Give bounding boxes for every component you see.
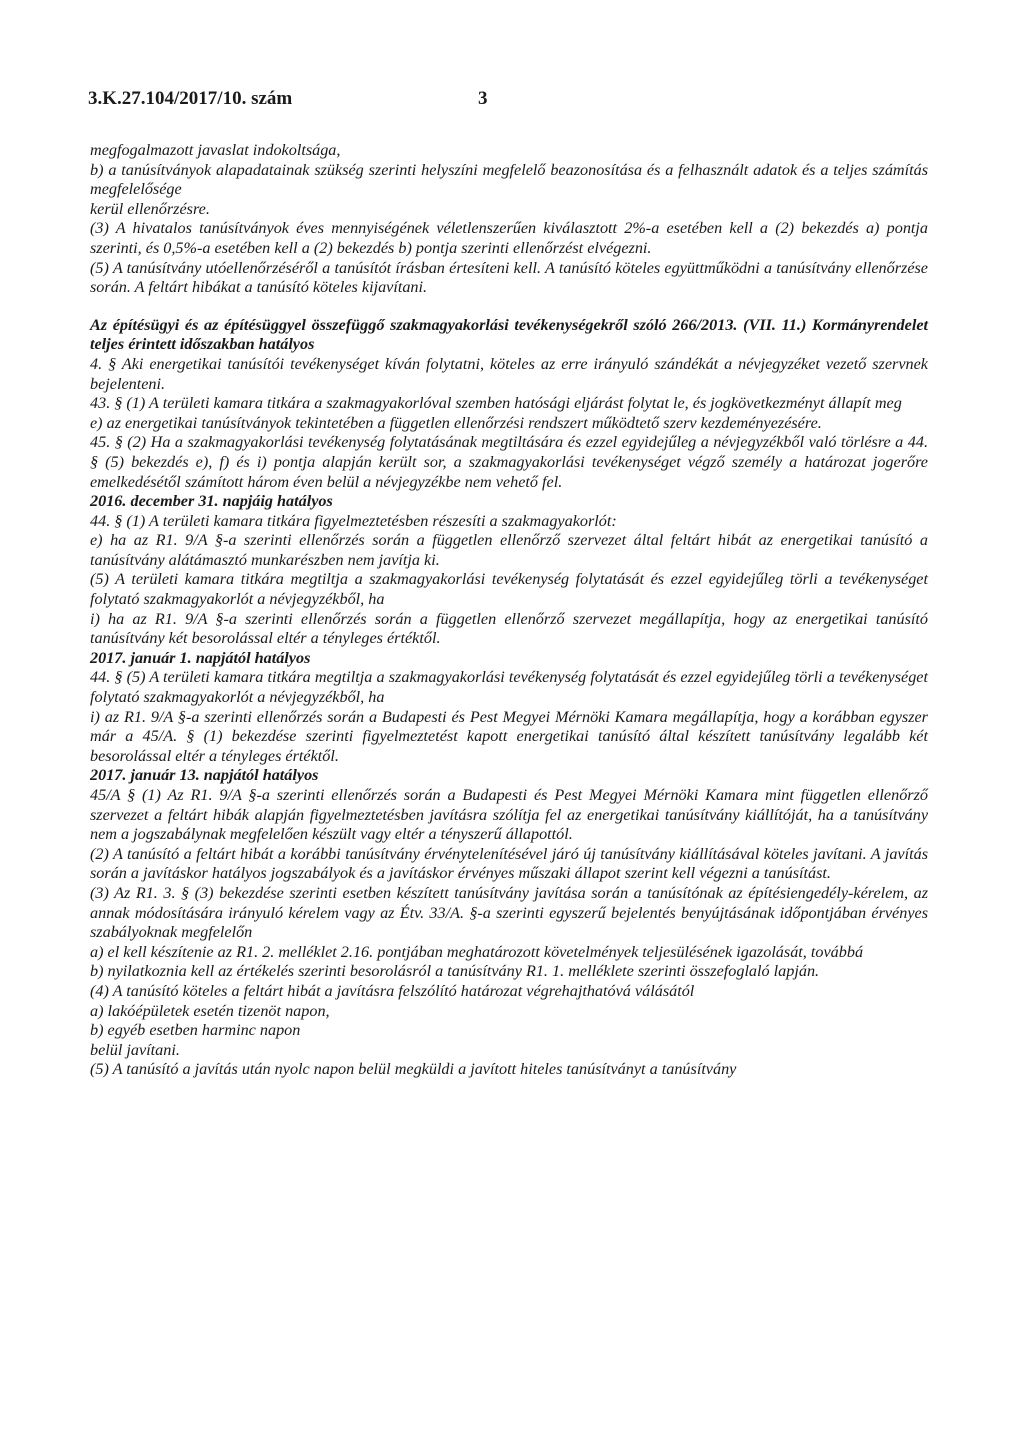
paragraph: 45/A § (1) Az R1. 9/A §-a szerinti ellenőrzés során a Budapesti és Pest Megyei Mérnöki Kamara mint független ellenőrző szervezet a feltárt hibák alapján figyelmeztetésben javításra szólítja fel az energetikai tanúsítvány kiállítóját, ha a tanúsítvány nem a jogszabálynak megfelelően készült vagy eltér a tényszerű állapottól. (90, 786, 928, 844)
paragraph: (3) Az R1. 3. § (3) bekezdése szerinti esetben készített tanúsítvány javítása során a tanúsítónak az építésiengedély-kérelem, az annak módosítására irányuló kérelem vagy az Étv. 33/A. §-a szerinti egyszerű bejelentés benyújtásának időpontjában érvényes szabályoknak megfelelőn (90, 883, 928, 942)
paragraph: 45. § (2) Ha a szakmagyakorlási tevékenység folytatásának megtiltására és ezzel egyidejűleg a névjegyzékből való törlésre a 44. § (5) bekezdés e), f) és i) pontja alapján került sor, a szakmagyakorlási tevékenységet végző személy a határozat jogerőre emelkedésétől számított három éven belül a névjegyzékbe nem vehető fel. (90, 433, 928, 491)
paragraph: (5) A tanúsítvány utóellenőrzéséről a tanúsítót írásban értesíteni kell. A tanúsító köteles együttműködni a tanúsítvány ellenőrzése során. A feltárt hibákat a tanúsító köteles kijavítani. (90, 258, 928, 297)
validity-heading: 2017. január 1. napjától hatályos (90, 648, 311, 667)
page-header (88, 88, 508, 110)
document-reference: 3.K.27.104/2017/10. szám (88, 88, 293, 109)
paragraph: a) lakóépületek esetén tizenöt napon, (90, 1001, 330, 1020)
paragraph: b) nyilatkoznia kell az értékelés szerinti besorolásról a tanúsítvány R1. 1. melléklete szerinti összefoglaló lapján. (90, 962, 820, 981)
paragraph: 43. § (1) A területi kamara titkára a szakmagyakorlóval szemben hatósági eljárást folytat le, és jogkövetkezményt állapít meg (90, 394, 902, 413)
paragraph: 44. § (1) A területi kamara titkára figyelmeztetésben részesíti a szakmagyakorlót: (90, 511, 617, 530)
paragraph: (5) A tanúsító a javítás után nyolc napon belül megküldi a javított hiteles tanúsítványt a tanúsítvány (90, 1060, 737, 1079)
paragraph: belül javítani. (90, 1040, 180, 1059)
paragraph-spacer (90, 298, 928, 316)
paragraph: (3) A hivatalos tanúsítványok éves mennyiségének véletlenszerűen kiválasztott 2%-a esetében kell a (2) bekezdés a) pontja szerinti, és 0,5%-a esetében kell a (2) bekezdés b) pontja szerinti ellenőrzést elvégezni. (90, 219, 928, 257)
validity-heading: 2016. december 31. napjáig hatályos (90, 492, 333, 511)
paragraph: (2) A tanúsító a feltárt hibát a korábbi tanúsítvány érvénytelenítésével járó új tanúsítvány kiállításával köteles javítani. A javítás során a javításkor hatályos jogszabályok és a javításkor érvényes műszaki állapot szerint kell végezni a tanúsítást. (90, 844, 928, 883)
paragraph: (5) A területi kamara titkára megtiltja a szakmagyakorlási tevékenység folytatását és ezzel egyidejűleg törli a tevékenységet folytató szakmagyakorlót a névjegyzékből, ha (90, 570, 928, 609)
paragraph: i) ha az R1. 9/A §-a szerinti ellenőrzés során a független ellenőrző szervezet megállapítja, hogy az energetikai tanúsító tanúsítvány két besorolással eltér a tényleges értéktől. (90, 609, 928, 648)
paragraph: 4. § Aki energetikai tanúsítói tevékenységet kíván folytatni, köteles az erre irányuló szándékát a névjegyzéket vezető szervnek bejelenteni. (90, 354, 928, 393)
paragraph: i) az R1. 9/A §-a szerinti ellenőrzés során a Budapesti és Pest Megyei Mérnöki Kamara megállapítja, hogy a korábban egyszer már a 45/A. § (1) bekezdése szerinti figyelmeztetést kapott energetikai tanúsító által készített tanúsítvány legalább két besorolással eltér a tényleges értéktől. (90, 707, 928, 765)
paragraph: megfogalmazott javaslat indokoltsága, (90, 141, 341, 159)
paragraph: (4) A tanúsító köteles a feltárt hibát a javításra felszólító határozat végrehajthatóvá válásától (90, 981, 695, 1000)
paragraph: kerül ellenőrzésre. (90, 199, 210, 218)
validity-heading: 2017. január 13. napjától hatályos (90, 766, 319, 785)
document-body (90, 141, 928, 1080)
paragraph: b) a tanúsítványok alapadatainak szükség szerinti helyszíni megfelelő beazonosítása és a felhasznált adatok és a teljes számítás megfelelősége (90, 160, 928, 199)
paragraph: e) az energetikai tanúsítványok tekintetében a független ellenőrzési rendszert működtető szerv kezdeményezésére. (90, 413, 822, 432)
section-heading: Az építésügyi és az építésüggyel összefüggő szakmagyakorlási tevékenységekről szóló 266/2013. (VII. 11.) Kormányrendelet teljes érintett időszakban hatályos (90, 315, 928, 354)
paragraph: a) el kell készítenie az R1. 2. melléklet 2.16. pontjában meghatározott követelmények teljesülésének igazolását, továbbá (90, 942, 864, 961)
page-number: 3 (478, 88, 488, 109)
paragraph: 44. § (5) A területi kamara titkára megtiltja a szakmagyakorlási tevékenység folytatását és ezzel egyidejűleg törli a tevékenységet folytató szakmagyakorlót a névjegyzékből, ha (90, 668, 928, 707)
paragraph: e) ha az R1. 9/A §-a szerinti ellenőrzés során a független ellenőrző szervezet által feltárt hibát az energetikai tanúsító a tanúsítvány alátámasztó munkarészben nem javítja ki. (90, 531, 928, 569)
paragraph: b) egyéb esetben harminc napon (90, 1021, 301, 1040)
